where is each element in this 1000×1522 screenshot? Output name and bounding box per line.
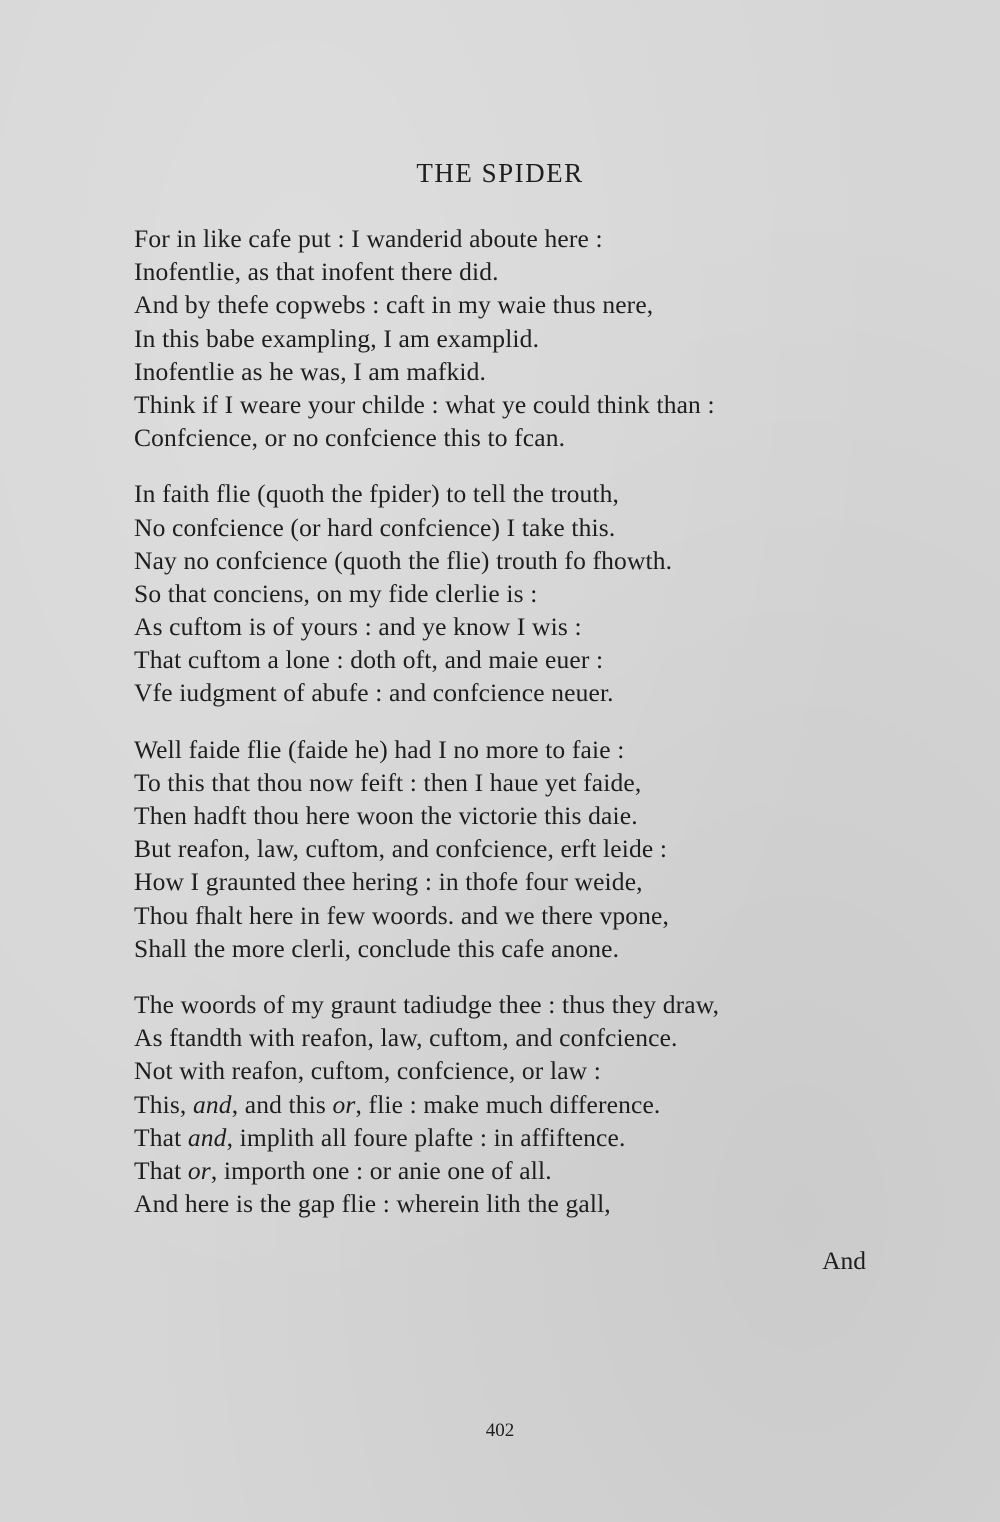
line-text: That cuftom a lone : doth oft, and maie euer :: [134, 645, 604, 675]
poem-line: [134, 1021, 894, 1054]
line-text: That: [134, 1122, 188, 1152]
line-text: For in like cafe put : I wanderid aboute here :: [134, 224, 603, 253]
poem-line: [134, 255, 894, 288]
line-text: As cuftom is of yours : and ye know I wis :: [134, 612, 582, 642]
line-text: , flie : make much difference.: [355, 1089, 661, 1119]
page-number: 402: [485, 1420, 515, 1441]
poem-line: [134, 388, 894, 421]
line-text: Inofentlie as he was, I am mafkid.: [134, 356, 487, 386]
line-text: The woords of my graunt tadiudge thee : thus they draw,: [134, 989, 720, 1019]
poem-line: [134, 288, 894, 321]
line-text: Shall the more clerli, conclude this cafe anone.: [134, 933, 620, 963]
line-text: Well faide flie (faide he) had I no more to faie :: [134, 734, 625, 764]
line-text: Then hadft thou here woon the victorie this daie.: [134, 801, 638, 830]
poem-line: [134, 355, 894, 388]
italic-word: or: [332, 1089, 356, 1119]
line-text: That: [134, 1155, 188, 1185]
poem-line: [134, 899, 894, 932]
line-text: So that conciens, on my fide clerlie is :: [134, 578, 538, 608]
page-title: THE SPIDER: [416, 158, 584, 188]
poem-line: [134, 676, 894, 709]
poem-line: [134, 865, 894, 898]
poem-line: [134, 322, 894, 355]
poem-line: [134, 1121, 894, 1154]
poem-line: [134, 1187, 894, 1220]
line-text: As ftandth with reafon, law, cuftom, and confcience.: [134, 1023, 678, 1053]
line-text: Vfe iudgment of abufe : and confcience neuer.: [134, 678, 614, 708]
line-text: Thou fhalt here in few woords. and we there vpone,: [134, 900, 670, 930]
poem-body: [134, 222, 894, 1243]
poem-line: [134, 222, 894, 255]
poem-line: [134, 610, 894, 643]
line-text: And by thefe copwebs : caft in my waie thus nere,: [134, 290, 654, 320]
poem-line: [134, 799, 894, 832]
line-text: How I graunted thee hering : in thofe four weide,: [134, 867, 643, 897]
poem-line: [134, 988, 894, 1021]
poem-line: [134, 733, 894, 766]
line-text: To this that thou now feift : then I haue yet faide,: [134, 767, 642, 797]
line-text: , implith all foure plafte : in affiftence.: [226, 1122, 626, 1152]
line-text: And here is the gap flie : wherein lith the gall,: [134, 1189, 611, 1219]
line-text: In this babe exampling, I am examplid.: [134, 323, 540, 353]
line-text: Confcience, or no confcience this to fcan.: [134, 423, 566, 453]
line-text: No confcience (or hard confcience) I take this.: [134, 512, 616, 542]
line-text: This,: [134, 1089, 193, 1119]
stanza: [134, 222, 894, 454]
stanza: [134, 733, 894, 965]
poem-line: [134, 1088, 894, 1121]
poem-line: [134, 1054, 894, 1087]
poem-line: [134, 766, 894, 799]
poem-line: [134, 643, 894, 676]
line-text: Inofentlie, as that inofent there did.: [134, 257, 499, 287]
line-text: Nay no confcience (quoth the flie) trouth fo fhowth.: [134, 545, 673, 575]
poem-line: [134, 511, 894, 544]
italic-word: and: [193, 1089, 232, 1119]
poem-line: [134, 832, 894, 865]
poem-line: [134, 577, 894, 610]
italic-word: or: [187, 1155, 211, 1185]
poem-line: [134, 1154, 894, 1187]
line-text: In faith flie (quoth the fpider) to tell the trouth,: [134, 479, 620, 509]
line-text: Not with reafon, cuftom, confcience, or law :: [134, 1056, 601, 1086]
line-text: , importh one : or anie one of all.: [210, 1155, 552, 1185]
poem-line: [134, 932, 894, 965]
italic-word: and: [187, 1122, 227, 1152]
catchword: And: [822, 1246, 866, 1275]
stanza: [134, 988, 894, 1220]
line-text: , and this: [231, 1089, 333, 1119]
poem-line: [134, 477, 894, 510]
poem-line: [134, 421, 894, 454]
line-text: But reafon, law, cuftom, and confcience, erft leide :: [134, 834, 668, 864]
poem-line: [134, 544, 894, 577]
line-text: Think if I weare your childe : what ye could think than :: [134, 389, 715, 419]
stanza: [134, 477, 894, 709]
